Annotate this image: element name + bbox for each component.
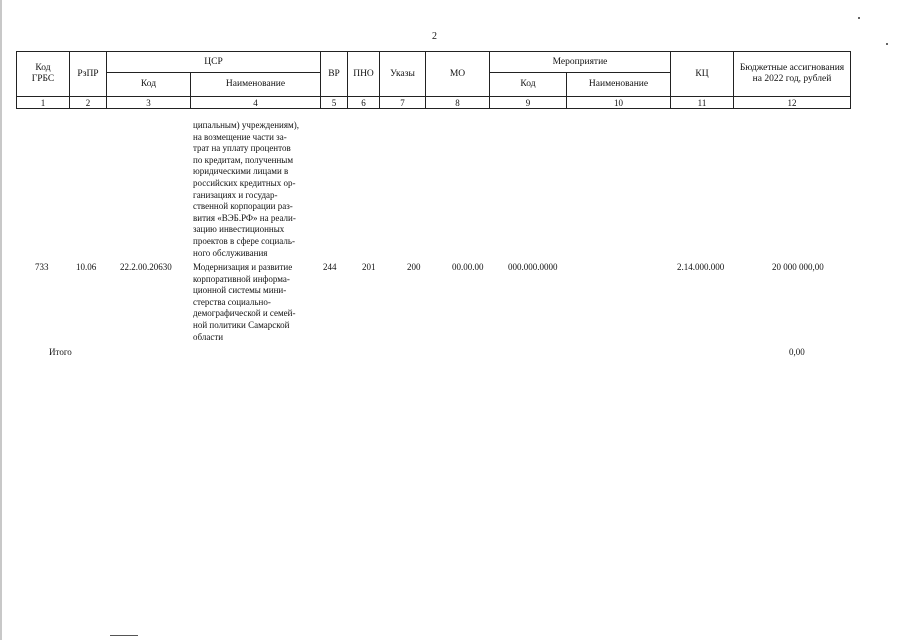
scan-mark	[110, 635, 138, 636]
budget-table	[16, 51, 851, 109]
continuation-description: ципальным) учреждениям), на возмещение части за- трат на уплату процентов по кредитам, полученным юридическими лицами в российских кредитных ор- ганизациях и государ- ственной корпорации раз- вития «ВЭБ.РФ» на реали- зацию инвестиционных проектов в сфере социаль- ного обслуживания	[193, 120, 299, 258]
scan-edge	[0, 0, 2, 640]
column-number: 5	[321, 97, 348, 109]
row-ukazy: 200	[407, 262, 421, 272]
scan-speck	[886, 43, 888, 45]
column-number: 6	[348, 97, 380, 109]
column-number: 8	[426, 97, 490, 109]
row-pno: 201	[362, 262, 376, 272]
header-budget: Бюджетные ассигнования на 2022 год, рублей	[734, 52, 851, 97]
column-number: 3	[107, 97, 191, 109]
column-number: 7	[380, 97, 426, 109]
column-number: 4	[191, 97, 321, 109]
row-rzpr: 10.06	[76, 262, 97, 272]
header-ukazy: Указы	[380, 52, 426, 97]
header-kod-grbs: Код ГРБС	[17, 52, 70, 97]
column-number: 12	[734, 97, 851, 109]
scan-speck	[858, 17, 860, 19]
page-number: 2	[432, 31, 437, 42]
column-number: 1	[17, 97, 70, 109]
row-mer-kod: 000.000.0000	[508, 262, 558, 272]
column-number: 9	[490, 97, 567, 109]
row-mo: 00.00.00	[452, 262, 484, 272]
total-amount: 0,00	[789, 347, 805, 357]
header-csr: ЦСР	[107, 52, 321, 73]
row-kc: 2.14.000.000	[677, 262, 725, 272]
header-vr: ВР	[321, 52, 348, 97]
header-csr-kod: Код	[107, 73, 191, 97]
header-mer-name: Наименование	[567, 73, 671, 97]
header-mo: МО	[426, 52, 490, 97]
row-kod-grbs: 733	[35, 262, 49, 272]
header-rzpr: РзПР	[70, 52, 107, 97]
header-csr-name: Наименование	[191, 73, 321, 97]
column-number: 10	[567, 97, 671, 109]
header-pno: ПНО	[348, 52, 380, 97]
row-description: Модернизация и развитие корпоративной информа- ционной системы мини- стерства социально- демографической и семей- ной политики Самарской области	[193, 262, 296, 342]
header-mer-kod: Код	[490, 73, 567, 97]
header-kc: КЦ	[671, 52, 734, 97]
row-csr-kod: 22.2.00.20630	[120, 262, 172, 272]
column-number: 11	[671, 97, 734, 109]
total-label: Итого	[49, 347, 72, 357]
row-vr: 244	[323, 262, 337, 272]
column-number: 2	[70, 97, 107, 109]
row-amount: 20 000 000,00	[772, 262, 824, 272]
header-meropriyatie: Мероприятие	[490, 52, 671, 73]
